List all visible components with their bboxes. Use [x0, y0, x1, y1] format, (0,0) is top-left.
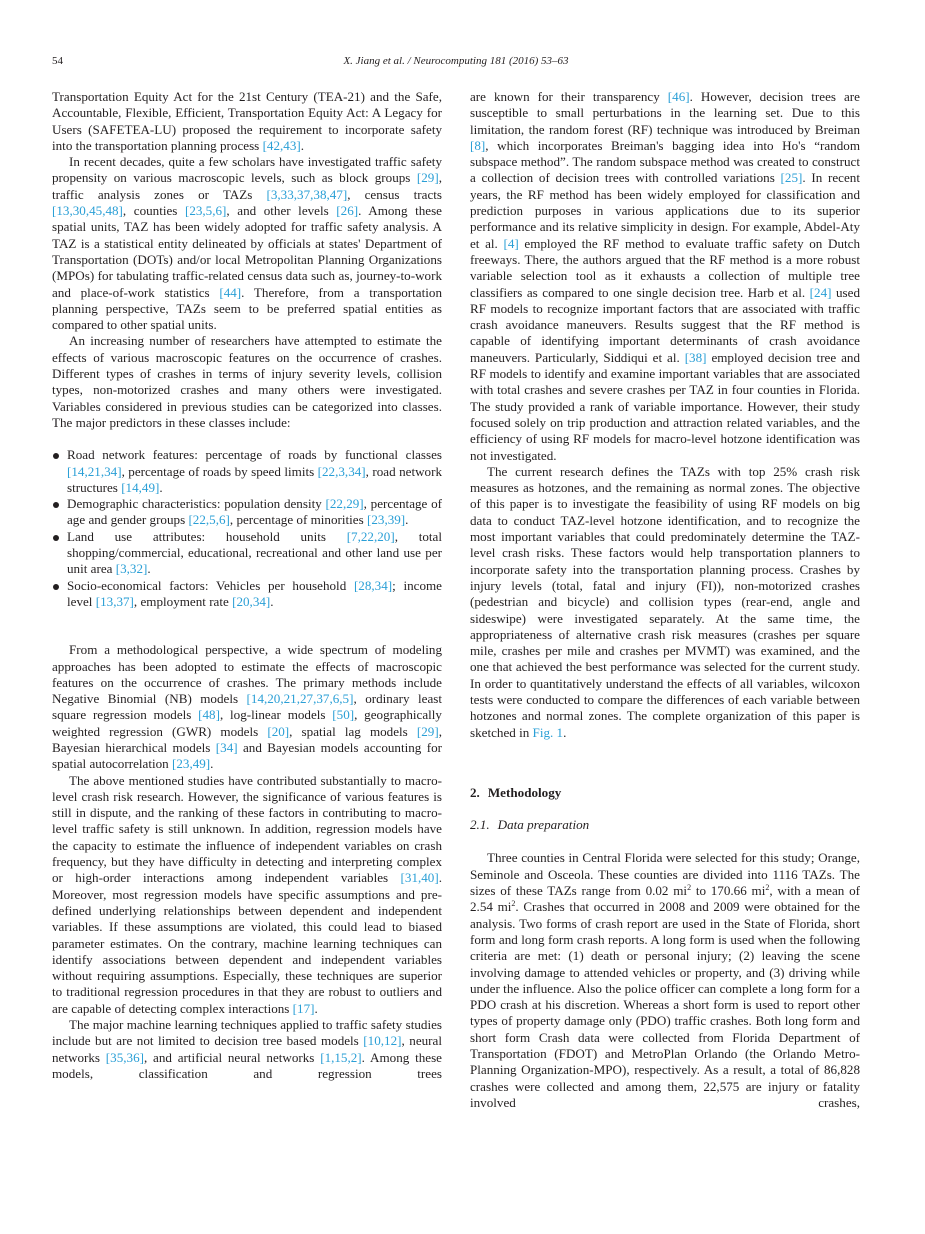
citation-link[interactable]: [28,34]: [353, 577, 393, 593]
bullet-item: [52, 578, 442, 611]
text-run: used RF models to recognize important factors that are associated with traffic crash avoidance maneuvers. Results suggest that the RF method is capable of identifying important determinants of crash avoidance maneuvers. Particularly, Siddiqui et al.: [470, 284, 860, 365]
citation-link[interactable]: [23,49]: [171, 756, 211, 772]
citation-link[interactable]: [14,49]: [121, 479, 160, 495]
citation-link[interactable]: [44]: [219, 284, 242, 300]
citation-link[interactable]: [23,5,6]: [184, 203, 227, 219]
text-run: , percentage of roads by speed limits: [121, 463, 318, 479]
text-run: From a methodological perspective, a wide spectrum of modeling approaches has been adopted to estimate the effects of macroscopic features on the occurrence of crashes. The primary methods include Negative Binomial (NB) models: [52, 642, 442, 707]
bullet-item: [52, 447, 442, 496]
text-run: .: [147, 561, 151, 577]
text-run: , neural networks: [52, 1033, 442, 1065]
text-run: The current research defines the TAZs with top 25% crash risk measures as hotzones, and the remaining as normal zones. The objective of this paper is to investigate the feasibility of using RF models on big data to conduct TAZ-level hotzone identification, and to recognize the most important variables that could predominately determine the TAZ-level crash risks. These factors would help transportation planners to incorporate safety into the transportation planning process. Crashes by injury levels (total, fatal and injury (FI)), non-motorized crashes (pedestrian and bicycle) and collision types (rear-end, angle and sideswipe) were investigated separately. At the same time, the appropriateness of alternative crash risk measures (crashes per square mile, crashes per mile and crashes per MVMT) was examined, and the one that achieved the best performance was selected for the current study. In order to quantitatively understand the effects of all variables, wilcoxon tests were conducted to compare the differences of each variable between hotzones and normal zones. The complete organization of this paper is sketched in: [470, 463, 860, 740]
left-column: [52, 89, 442, 1082]
text-run: , geographically weighted regression (GWR) models: [52, 707, 442, 739]
text-run: , and other levels: [226, 203, 337, 219]
citation-link[interactable]: [1,15,2]: [320, 1049, 362, 1065]
paragraph: [470, 850, 860, 1111]
citation-link[interactable]: Fig. 1: [532, 724, 564, 740]
text-run: , ordinary least square regression models: [52, 691, 442, 723]
citation-link[interactable]: [7,22,20]: [346, 528, 395, 544]
bullet-list: [52, 447, 442, 610]
text-run: and Bayesian models accounting for spatial autocorrelation: [52, 739, 442, 772]
text-run: , which incorporates Breiman's bagging idea into Ho's “random subspace method”. The random subspace method was created to construct a collection of decision trees with controlled variations: [470, 137, 860, 186]
right-column: [470, 89, 860, 1111]
paragraph: [52, 1017, 442, 1082]
superscript: 2: [687, 883, 692, 893]
text-run: , Bayesian hierarchical models: [52, 723, 442, 755]
text-run: . Among these models, classification and regression trees: [52, 1049, 442, 1081]
text-run: , percentage of minorities: [229, 512, 367, 528]
citation-link[interactable]: [35,36]: [105, 1049, 144, 1065]
bullet-item: [52, 529, 442, 578]
text-run: . Crashes that occurred in 2008 and 2009 were obtained for the analysis. Two forms of crash report are used in the State of Florida, short form and long form crash reports. A long form is used when the following criteria are met: (1) death or personal injury; (2) leaving the scene involving damage to attended vehicles or property, and (3) driving while under the influence. Also the police officer can complete a long form for a PDO crash at his discretion. Whereas a short form is used to report other types of property damage only (PDO) traffic crashes. Both long form and short form Crash data were collected from Florida Department of Transportation (FDOT) and MetroPlan Orlando (the Orlando Metro-Planning Organization-MPO), respectively. As a result, a total of 86,828 crashes were collected and among them, 22,575 are injury or fatality involved crashes,: [470, 899, 860, 1110]
citation-link[interactable]: [29]: [416, 170, 439, 186]
citation-link[interactable]: [42,43]: [262, 137, 301, 153]
text-run: , percentage of age and gender groups: [67, 496, 442, 528]
paragraph: [470, 89, 860, 464]
citation-link[interactable]: [4]: [503, 235, 519, 251]
text-run: , spatial lag models: [289, 723, 417, 739]
text-run: , road network structures: [67, 463, 442, 495]
text-run: , with a mean of 2.54 mi: [470, 883, 860, 915]
text-run: , total shopping/commercial, educational, recreational and other land use per unit area: [67, 528, 442, 577]
subsection-heading: [470, 817, 860, 833]
text-run: .: [314, 1000, 318, 1016]
text-run: .: [159, 479, 163, 495]
citation-link[interactable]: [20,34]: [232, 593, 271, 609]
text-run: are known for their transparency: [470, 89, 668, 104]
citation-link[interactable]: [46]: [667, 89, 690, 104]
citation-link[interactable]: [23,39]: [366, 512, 406, 528]
paragraph: [52, 333, 442, 431]
citation-link[interactable]: [20]: [267, 723, 290, 739]
text-run: . Therefore, from a transportation planning perspective, TAZs seem to be preferred spatial entities as compared to other spatial units.: [52, 284, 442, 333]
text-run: .: [405, 512, 409, 528]
text-run: Demographic characteristics: population density: [67, 496, 326, 512]
text-run: In recent decades, quite a few scholars have investigated traffic safety propensity on various macroscopic levels, such as block groups: [52, 154, 442, 186]
paragraph: [470, 464, 860, 741]
heading-title: Data preparation: [497, 817, 590, 833]
text-run: The above mentioned studies have contributed substantially to macro-level crash risk research. However, the significance of various features is still in dispute, and the ranking of these factors in contributing to macro-level traffic safety is still unknown. In addition, regression models have the capacity to estimate the influence of independent variables on crash frequency, but they have difficulty in detecting and interpreting complex or high-order interactions among independent variables: [52, 772, 442, 886]
text-run: employed decision tree and RF models to identify and examine important variables that are associated with total crashes and severe crashes per TAZ in four counties in Florida. The study provided a rank of variable importance. However, their study focused solely on trip production and attraction related variables, and the efficiency of using RF models for macro-level hotzone identification was not investigated.: [470, 349, 861, 463]
text-run: .: [210, 756, 214, 772]
bullet-item: [52, 496, 442, 529]
heading-number: 2.1.: [470, 817, 490, 833]
citation-link[interactable]: [22,3,34]: [317, 463, 366, 479]
text-run: , census tracts: [347, 186, 442, 202]
citation-link[interactable]: [13,37]: [95, 593, 134, 609]
citation-link[interactable]: [14,20,21,27,37,6,5]: [246, 691, 354, 707]
paragraph: [52, 773, 442, 1017]
citation-link[interactable]: [8]: [470, 137, 486, 153]
citation-link[interactable]: [14,21,34]: [67, 463, 122, 479]
citation-link[interactable]: [26]: [336, 203, 359, 219]
text-run: Three counties in Central Florida were selected for this study; Orange, Seminole and Osceola. These counties are divided into 1116 TAZs. The sizes of these TAZs range from 0.02 mi: [470, 850, 860, 899]
citation-link[interactable]: [50]: [332, 707, 355, 723]
citation-link[interactable]: [13,30,45,48]: [52, 203, 123, 219]
text-run: to 170.66 mi: [691, 883, 766, 899]
citation-link[interactable]: [29]: [416, 723, 439, 739]
text-run: employed the RF method to evaluate traffic safety on Dutch freeways. There, the authors argued that the RF method is a more robust variable selection tool as it exhausts a collection of multiple tree classifiers as compared to one single decision tree. Harb et al.: [470, 235, 860, 300]
superscript: 2: [511, 899, 516, 909]
citation-link[interactable]: [17]: [292, 1000, 315, 1016]
citation-link[interactable]: [10,12]: [363, 1033, 402, 1049]
text-run: .: [300, 137, 305, 153]
text-run: , log-linear models: [219, 707, 333, 723]
text-run: Land use attributes: household units: [67, 528, 347, 544]
text-run: . Among these spatial units, TAZ has been widely adopted for traffic safety analysis. A TAZ is a statistical entity delineated by officials at states' Department of Transportation (DOTs) and/or local Metropolitan Planning Organizations (MPOs) for tabulating traffic-related census data such as, journey-to-work and place-of-work statistics: [52, 203, 442, 300]
text-run: Transportation Equity Act for the 21st Century (TEA-21) and the Safe, Accountable, Flexible, Efficient, Transportation Equity Act: A Legacy for Users (SAFETEA-LU) proposed the requirement to incorporate safety into the transportation planning process: [52, 89, 442, 153]
text-run: .: [563, 724, 567, 740]
text-run: ; income level: [67, 577, 442, 609]
text-run: , traffic analysis zones or TAZs: [52, 170, 442, 202]
text-run: Socio-economical factors: Vehicles per household: [67, 577, 354, 593]
text-run: . However, decision trees are susceptible to small perturbations in the learning set. Due to this limitation, the random forest (RF) technique was introduced by Breiman: [470, 89, 860, 137]
paragraph: [52, 89, 442, 154]
paragraph: [52, 154, 442, 333]
page-number: 54: [52, 55, 63, 67]
section-heading: [470, 785, 860, 801]
citation-link[interactable]: [24]: [809, 284, 832, 300]
citation-link[interactable]: [22,5,6]: [188, 512, 230, 528]
text-run: , and artificial neural networks: [143, 1049, 321, 1065]
text-run: , counties: [122, 203, 185, 219]
citation-link[interactable]: [31,40]: [400, 870, 439, 886]
heading-title: Methodology: [487, 784, 562, 800]
superscript: 2: [765, 883, 770, 893]
citation-link[interactable]: [48]: [198, 707, 220, 723]
citation-link[interactable]: [34]: [215, 739, 238, 755]
text-run: , employment rate: [133, 593, 233, 609]
text-run: The major machine learning techniques applied to traffic safety studies include but are not limited to decision tree based models: [52, 1017, 442, 1049]
citation-link[interactable]: [3,33,37,38,47]: [266, 186, 348, 202]
citation-link[interactable]: [25]: [780, 170, 803, 186]
heading-number: 2.: [470, 784, 480, 800]
paragraph: [52, 642, 442, 772]
citation-link[interactable]: [38]: [684, 349, 707, 365]
running-title: X. Jiang et al. / Neurocomputing 181 (2016) 53–63: [343, 55, 569, 67]
text-run: . In recent years, the RF method has been widely employed for classification and prediction purposes in various applications due to its superior performance and its relative simplicity in design. For example, Abdel-Aty et al.: [470, 170, 860, 251]
text-run: An increasing number of researchers have attempted to estimate the effects of various macroscopic features on the occurrence of crashes. Different types of crashes in terms of injury severity levels, collision types, non-motorized crashes and many others were investigated. Variables considered in previous studies can be categorized into classes. The major predictors in these classes include:: [52, 333, 442, 430]
text-run: .: [270, 593, 274, 609]
running-header: [52, 55, 860, 71]
citation-link[interactable]: [22,29]: [325, 496, 364, 512]
text-run: Road network features: percentage of roads by functional classes: [67, 447, 442, 463]
citation-link[interactable]: [3,32]: [115, 561, 148, 577]
text-run: . Moreover, most regression models have specific assumptions and pre-defined underlying relationships between dependent and independent variables. If these assumptions are violated, this could lead to biased parameter estimates. On the contrary, machine learning techniques can identify associations between dependent and independent variables without requiring assumptions. Especially, these techniques are superior to traditional regression procedures in that they are robust to outliers and are capable of detecting complex interactions: [52, 870, 442, 1016]
